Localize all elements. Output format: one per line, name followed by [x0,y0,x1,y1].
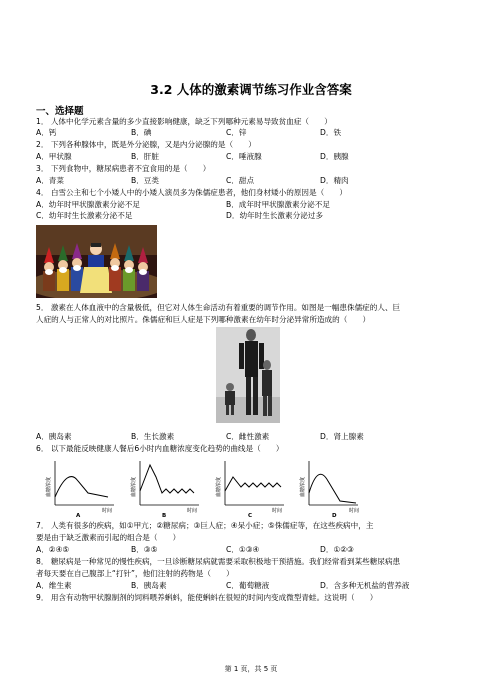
q5-option-b: B．生长激素 [131,432,175,441]
curve-graph-d [299,461,359,519]
curve-graph-c [215,461,284,519]
q8-option-c: C．葡萄糖液 [226,581,270,590]
graph-d-ylabel: 血糖浓度 [300,476,306,498]
q2-option-d: D．胰腺 [320,152,349,161]
q8-option-d: D．含多种无机盐的营养液 [320,581,410,590]
q3-option-b: B．豆类 [131,176,159,185]
q4-stem: 4． 白雪公主和七个小矮人中的小矮人演员多为侏儒症患者，他们身材矮小的原因是（ ） [36,188,347,197]
graph-b-ylabel: 血糖浓度 [131,476,137,498]
q2-option-c: C．唾液腺 [226,152,262,161]
q8-stem-line2: 者每天要在自己腹部上“打针”，他们注射的药物是（ ） [36,569,234,578]
graph-a-label: A [76,513,81,519]
q3-option-a: A．青菜 [36,176,64,185]
graph-c-label: C [248,513,253,519]
graph-c-ylabel: 血糖浓度 [216,476,222,498]
giant-dwarf-comparison-photo [216,327,280,423]
page-footer: 第 1 页，共 5 页 [224,665,278,673]
q3-option-c: C．甜点 [226,176,255,185]
q7-option-d: D．①②③ [320,545,354,554]
graph-a-ylabel: 血糖浓度 [46,476,52,498]
q2-stem: 2． 下列各种腺体中，既是外分泌腺，又是内分泌腺的是（ ） [36,140,256,149]
q7-option-c: C．①③④ [226,545,260,554]
q7-option-b: B．③⑤ [131,545,158,554]
q1-stem: 1． 人体中化学元素含量的多少直接影响健康，缺乏下列哪种元素易导致贫血症（ ） [36,117,332,126]
q1-option-b: B．碘 [131,128,152,137]
curve-graph-a [45,461,114,519]
q6-stem: 6． 以下最能反映健康人餐后6小时内血糖浓度变化趋势的曲线是（ ） [36,444,284,453]
q3-option-d: D．精肉 [320,176,349,185]
page-title: 3.2 人体的激素调节练习作业含答案 [150,82,352,97]
blood-sugar-curve-options [36,457,366,519]
q4-option-b: B．成年时甲状腺激素分泌不足 [226,200,330,209]
graph-b-xlabel: 时间 [187,508,198,514]
graph-d-xlabel: 时间 [349,508,360,514]
section-heading: 一、选择题 [36,106,84,117]
q1-option-d: D．铁 [320,128,342,137]
q7-stem-line1: 7． 人类有很多的疾病，如①甲亢；②糖尿病；③巨人症；④呆小症；⑤侏儒症等，在这些疾病中，主 [36,521,374,530]
graph-a-xlabel: 时间 [102,508,113,514]
q5-option-c: C．雌性激素 [226,432,270,441]
q7-stem-line2: 要是由于缺乏激素而引起的组合是（ ） [36,533,181,542]
graph-c-xlabel: 时间 [272,508,283,514]
graph-b-label: B [162,513,167,519]
q1-option-a: A．钙 [36,128,57,137]
q5-stem-line1: 5． 激素在人体血液中的含量极低，但它对人体生命活动有着重要的调节作用。如图是一幅患侏儒症的人、巨 [36,303,401,312]
q4-option-d: D．幼年时生长激素分泌过多 [226,211,323,220]
curve-graph-b [130,461,199,519]
snow-white-dwarfs-photo [36,225,157,298]
q4-option-c: C．幼年时生长激素分泌不足 [36,211,133,220]
q5-stem-line2: 人症的人与正常人的对比照片。侏儒症和巨人症是下列哪种激素在幼年时分泌异常所造成的（ ） [36,315,371,324]
q1-option-c: C．锌 [226,128,247,137]
q5-option-d: D．肾上腺素 [320,432,364,441]
q3-stem: 3． 下列食物中，糖尿病患者不宜食用的是（ ） [36,164,211,173]
q8-option-b: B．胰岛素 [131,581,167,590]
q4-option-a: A．幼年时甲状腺激素分泌不足 [36,200,140,209]
q2-option-a: A．甲状腺 [36,152,72,161]
q7-option-a: A．②④⑤ [36,545,70,554]
graph-d-label: D [332,513,337,519]
q9-stem: 9． 用含有动物甲状腺制剂的饲料喂养蝌蚪，能使蝌蚪在很短的时间内变成微型青蛙。这说明（ ） [36,593,378,602]
q5-option-a: A．胰岛素 [36,432,72,441]
q8-option-a: A．维生素 [36,581,72,590]
q8-stem-line1: 8． 糖尿病是一种常见的慢性疾病，一旦诊断糖尿病就需要采取积极地干预措施。我们经常看到某些糖尿病患 [36,557,401,566]
q2-option-b: B．肝脏 [131,152,159,161]
